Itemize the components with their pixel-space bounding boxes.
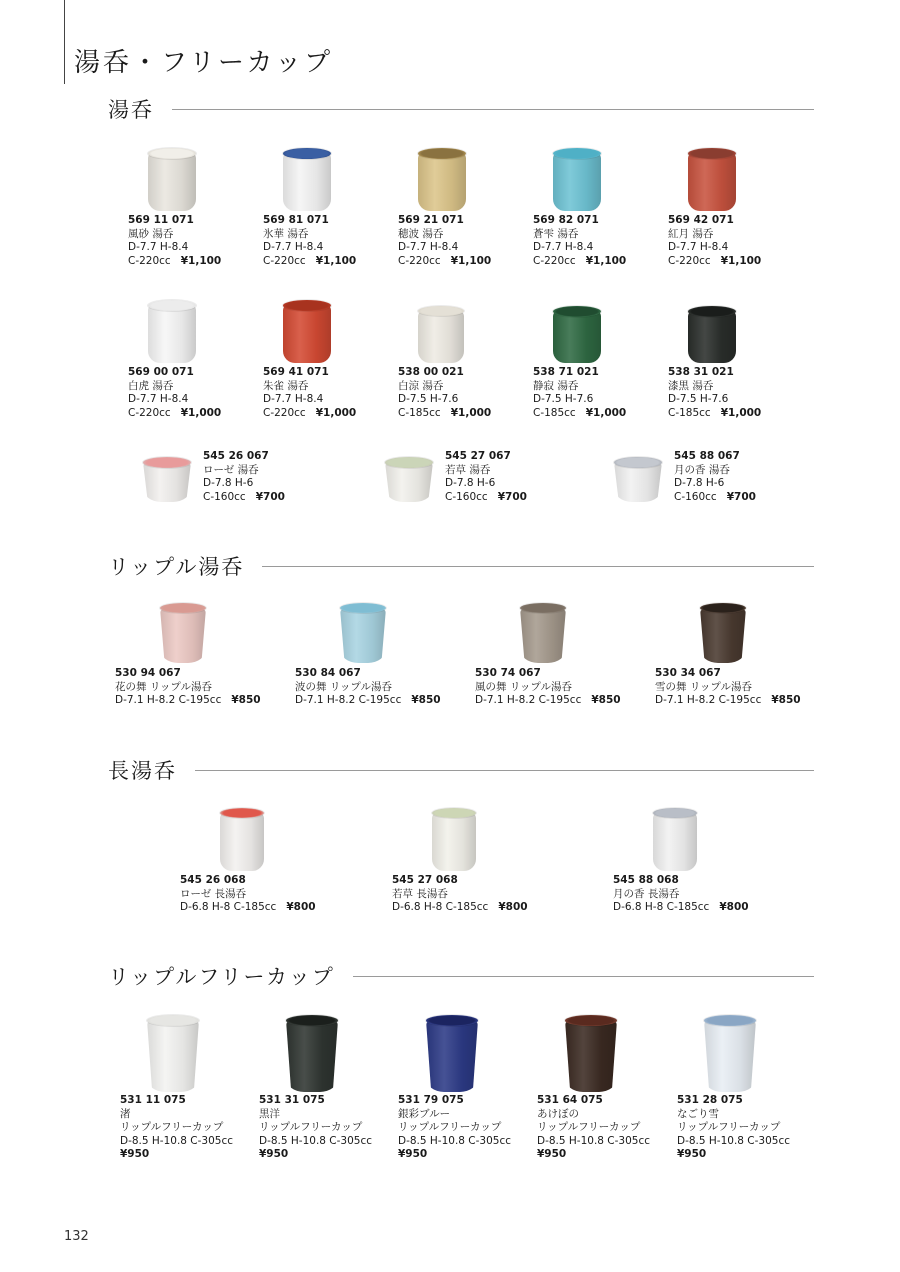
product-capacity: C-220cc bbox=[263, 406, 306, 419]
cup-image bbox=[553, 153, 601, 211]
cup-image bbox=[143, 462, 191, 502]
product-price: ¥950 bbox=[120, 1148, 150, 1161]
product-dimensions: D-7.5 H-7.6 bbox=[398, 393, 459, 406]
product-info bbox=[674, 450, 756, 504]
product-capacity: C-220cc bbox=[533, 254, 576, 267]
product-price: ¥700 bbox=[726, 490, 756, 503]
product-name: 氷華 湯呑 bbox=[263, 227, 309, 240]
cup-image bbox=[565, 1020, 617, 1092]
product-name: 朱雀 湯呑 bbox=[263, 379, 309, 392]
product-price: ¥1,000 bbox=[450, 406, 492, 419]
product-code: 530 74 067 bbox=[475, 667, 541, 679]
product-price: ¥1,000 bbox=[720, 406, 762, 419]
product-price: ¥950 bbox=[259, 1148, 289, 1161]
product-name: 穂波 湯呑 bbox=[398, 227, 444, 240]
product-code: 569 21 071 bbox=[398, 214, 464, 226]
product-name: 黒洋 bbox=[259, 1107, 280, 1120]
product-spec: D-6.8 H-8 C-185cc bbox=[392, 901, 489, 914]
product-spec: D-8.5 H-10.8 C-305cc bbox=[677, 1134, 791, 1147]
product-info bbox=[295, 667, 441, 708]
page-title: 湯呑・フリーカップ bbox=[74, 48, 334, 78]
product-dimensions: D-7.8 H-6 bbox=[674, 477, 725, 490]
product-dimensions: D-7.8 H-6 bbox=[203, 477, 254, 490]
product-code: 545 27 067 bbox=[445, 450, 511, 462]
product-dimensions: D-7.7 H-8.4 bbox=[263, 393, 324, 406]
product-spec-price bbox=[180, 901, 316, 915]
cup-image bbox=[286, 1020, 338, 1092]
product-price: ¥800 bbox=[286, 901, 316, 914]
product-name: なごり雪 bbox=[677, 1107, 719, 1120]
cup-image bbox=[283, 153, 331, 211]
section-header-ripple-free-cup bbox=[108, 961, 814, 991]
product-info bbox=[263, 214, 356, 268]
product-code: 538 31 021 bbox=[668, 366, 734, 378]
product-spec-price bbox=[674, 491, 756, 505]
product-spec-price bbox=[668, 255, 761, 269]
product-info bbox=[533, 214, 626, 268]
product-price: ¥950 bbox=[398, 1148, 428, 1161]
product-spec: D-8.5 H-10.8 C-305cc bbox=[120, 1134, 234, 1147]
product-spec-price bbox=[533, 407, 626, 421]
page-edge-line bbox=[64, 0, 65, 84]
product-info bbox=[180, 874, 316, 915]
product-price: ¥700 bbox=[497, 490, 527, 503]
product-code: 569 11 071 bbox=[128, 214, 194, 226]
product-name: ローゼ 長湯呑 bbox=[180, 887, 247, 900]
product-info bbox=[259, 1094, 372, 1162]
product-price: ¥1,000 bbox=[180, 406, 222, 419]
product-name: あけぼの bbox=[537, 1107, 579, 1120]
product-dimensions: D-7.8 H-6 bbox=[445, 477, 496, 490]
cup-image bbox=[614, 462, 662, 502]
product-info bbox=[677, 1094, 790, 1162]
product-code: 531 28 075 bbox=[677, 1094, 743, 1106]
product-spec: D-8.5 H-10.8 C-305cc bbox=[259, 1134, 373, 1147]
product-name: 花の舞 リップル湯呑 bbox=[115, 680, 212, 693]
product-info bbox=[263, 366, 356, 420]
cup-image bbox=[418, 311, 464, 363]
product-spec-price bbox=[445, 491, 527, 505]
product-spec: D-6.8 H-8 C-185cc bbox=[180, 901, 277, 914]
product-spec-price bbox=[398, 407, 491, 421]
product-capacity: C-220cc bbox=[128, 254, 171, 267]
product-name: 若草 湯呑 bbox=[445, 463, 491, 476]
product-price: ¥1,100 bbox=[180, 254, 222, 267]
product-spec-price bbox=[668, 407, 761, 421]
product-info bbox=[115, 667, 261, 708]
cup-image bbox=[148, 305, 196, 363]
product-price: ¥800 bbox=[498, 901, 528, 914]
product-capacity: C-185cc bbox=[398, 406, 441, 419]
product-code: 538 71 021 bbox=[533, 366, 599, 378]
product-info bbox=[128, 214, 221, 268]
product-type: リップルフリーカップ bbox=[677, 1121, 781, 1134]
product-code: 569 41 071 bbox=[263, 366, 329, 378]
product-info bbox=[392, 874, 528, 915]
product-spec: D-7.1 H-8.2 C-195cc bbox=[295, 694, 402, 707]
product-info bbox=[203, 450, 285, 504]
product-name: 蒼雫 湯呑 bbox=[533, 227, 579, 240]
product-price: ¥850 bbox=[771, 694, 801, 707]
cup-image bbox=[147, 1020, 199, 1092]
product-info bbox=[668, 366, 761, 420]
cup-image bbox=[340, 608, 386, 663]
product-name: 若草 長湯呑 bbox=[392, 887, 448, 900]
cup-image bbox=[220, 813, 264, 871]
product-dimensions: D-7.7 H-8.4 bbox=[263, 241, 324, 254]
product-spec: D-7.1 H-8.2 C-195cc bbox=[115, 694, 222, 707]
product-info bbox=[668, 214, 761, 268]
product-capacity: C-185cc bbox=[668, 406, 711, 419]
product-name: 波の舞 リップル湯呑 bbox=[295, 680, 392, 693]
product-name: 月の香 湯呑 bbox=[674, 463, 730, 476]
section-title: 長湯呑 bbox=[108, 759, 177, 783]
product-code: 569 81 071 bbox=[263, 214, 329, 226]
cup-image bbox=[385, 462, 433, 502]
product-dimensions: D-7.7 H-8.4 bbox=[128, 241, 189, 254]
cup-image bbox=[426, 1020, 478, 1092]
product-info bbox=[613, 874, 749, 915]
product-price: ¥950 bbox=[537, 1148, 567, 1161]
product-name: 漆黒 湯呑 bbox=[668, 379, 714, 392]
product-code: 569 82 071 bbox=[533, 214, 599, 226]
product-capacity: C-185cc bbox=[533, 406, 576, 419]
product-capacity: C-160cc bbox=[203, 490, 246, 503]
product-type: リップルフリーカップ bbox=[259, 1121, 363, 1134]
product-capacity: C-220cc bbox=[263, 254, 306, 267]
product-price: ¥700 bbox=[255, 490, 285, 503]
section-rule bbox=[353, 976, 814, 977]
cup-image bbox=[700, 608, 746, 663]
product-info bbox=[128, 366, 221, 420]
product-spec-price bbox=[128, 407, 221, 421]
product-dimensions: D-7.7 H-8.4 bbox=[668, 241, 729, 254]
product-spec: D-6.8 H-8 C-185cc bbox=[613, 901, 710, 914]
product-info bbox=[398, 1094, 511, 1162]
product-name: 紅月 湯呑 bbox=[668, 227, 714, 240]
product-type: リップルフリーカップ bbox=[537, 1121, 641, 1134]
product-name: 白虎 湯呑 bbox=[128, 379, 174, 392]
product-name: 月の香 長湯呑 bbox=[613, 887, 680, 900]
product-price: ¥1,000 bbox=[315, 406, 357, 419]
page-number: 132 bbox=[64, 1229, 89, 1244]
cup-image bbox=[704, 1020, 756, 1092]
cup-image bbox=[283, 305, 331, 363]
cup-image bbox=[653, 813, 697, 871]
cup-image bbox=[520, 608, 566, 663]
product-dimensions: D-7.5 H-7.6 bbox=[533, 393, 594, 406]
product-info bbox=[655, 667, 801, 708]
product-spec-price bbox=[475, 694, 621, 708]
product-code: 545 88 067 bbox=[674, 450, 740, 462]
product-price: ¥850 bbox=[411, 694, 441, 707]
product-spec-price bbox=[128, 255, 221, 269]
product-price: ¥950 bbox=[677, 1148, 707, 1161]
product-code: 530 34 067 bbox=[655, 667, 721, 679]
product-price: ¥850 bbox=[231, 694, 261, 707]
product-name: 雪の舞 リップル湯呑 bbox=[655, 680, 752, 693]
product-capacity: C-220cc bbox=[128, 406, 171, 419]
product-spec-price bbox=[392, 901, 528, 915]
product-price: ¥850 bbox=[591, 694, 621, 707]
cup-image bbox=[432, 813, 476, 871]
product-price: ¥1,100 bbox=[720, 254, 762, 267]
section-title: リップル湯呑 bbox=[108, 555, 245, 579]
product-price: ¥1,000 bbox=[585, 406, 627, 419]
product-dimensions: D-7.7 H-8.4 bbox=[128, 393, 189, 406]
section-title: 湯呑 bbox=[108, 98, 154, 122]
product-code: 545 88 068 bbox=[613, 874, 679, 886]
product-info bbox=[475, 667, 621, 708]
product-spec-price bbox=[655, 694, 801, 708]
product-type: リップルフリーカップ bbox=[398, 1121, 502, 1134]
product-spec: D-8.5 H-10.8 C-305cc bbox=[398, 1134, 512, 1147]
product-code: 538 00 021 bbox=[398, 366, 464, 378]
section-header-yunomi bbox=[108, 94, 814, 124]
product-info bbox=[398, 214, 491, 268]
product-price: ¥800 bbox=[719, 901, 749, 914]
product-info bbox=[120, 1094, 233, 1162]
product-spec-price bbox=[263, 407, 356, 421]
product-spec: D-7.1 H-8.2 C-195cc bbox=[655, 694, 762, 707]
section-rule bbox=[195, 770, 814, 771]
product-name: 静寂 湯呑 bbox=[533, 379, 579, 392]
product-info bbox=[398, 366, 491, 420]
product-spec-price bbox=[203, 491, 285, 505]
product-code: 531 31 075 bbox=[259, 1094, 325, 1106]
section-rule bbox=[172, 109, 814, 110]
product-spec-price bbox=[613, 901, 749, 915]
product-capacity: C-160cc bbox=[674, 490, 717, 503]
product-price: ¥1,100 bbox=[585, 254, 627, 267]
product-name: 銀彩ブルー bbox=[398, 1107, 451, 1120]
product-code: 545 27 068 bbox=[392, 874, 458, 886]
product-spec-price bbox=[533, 255, 626, 269]
product-spec-price bbox=[295, 694, 441, 708]
product-dimensions: D-7.7 H-8.4 bbox=[398, 241, 459, 254]
cup-image bbox=[148, 153, 196, 211]
product-dimensions: D-7.7 H-8.4 bbox=[533, 241, 594, 254]
product-info bbox=[533, 366, 626, 420]
section-header-naga-yunomi bbox=[108, 755, 814, 785]
product-name: 渚 bbox=[120, 1107, 131, 1120]
product-name: 白涼 湯呑 bbox=[398, 379, 444, 392]
product-capacity: C-220cc bbox=[398, 254, 441, 267]
product-dimensions: D-7.5 H-7.6 bbox=[668, 393, 729, 406]
product-code: 531 79 075 bbox=[398, 1094, 464, 1106]
section-header-ripple-yunomi bbox=[108, 551, 814, 581]
product-code: 530 94 067 bbox=[115, 667, 181, 679]
product-capacity: C-160cc bbox=[445, 490, 488, 503]
product-name: 風砂 湯呑 bbox=[128, 227, 174, 240]
cup-image bbox=[688, 153, 736, 211]
product-code: 530 84 067 bbox=[295, 667, 361, 679]
product-info bbox=[537, 1094, 650, 1162]
product-price: ¥1,100 bbox=[315, 254, 357, 267]
product-code: 545 26 068 bbox=[180, 874, 246, 886]
section-rule bbox=[262, 566, 814, 567]
product-type: リップルフリーカップ bbox=[120, 1121, 224, 1134]
product-price: ¥1,100 bbox=[450, 254, 492, 267]
product-code: 531 64 075 bbox=[537, 1094, 603, 1106]
product-spec: D-7.1 H-8.2 C-195cc bbox=[475, 694, 582, 707]
product-code: 531 11 075 bbox=[120, 1094, 186, 1106]
product-code: 569 42 071 bbox=[668, 214, 734, 226]
product-spec-price bbox=[263, 255, 356, 269]
cup-image bbox=[553, 311, 601, 363]
product-code: 569 00 071 bbox=[128, 366, 194, 378]
cup-image bbox=[688, 311, 736, 363]
product-spec-price bbox=[398, 255, 491, 269]
product-info bbox=[445, 450, 527, 504]
product-code: 545 26 067 bbox=[203, 450, 269, 462]
cup-image bbox=[160, 608, 206, 663]
product-name: ローゼ 湯呑 bbox=[203, 463, 259, 476]
product-name: 風の舞 リップル湯呑 bbox=[475, 680, 572, 693]
section-title: リップルフリーカップ bbox=[108, 965, 335, 989]
product-capacity: C-220cc bbox=[668, 254, 711, 267]
product-spec-price bbox=[115, 694, 261, 708]
cup-image bbox=[418, 153, 466, 211]
product-spec: D-8.5 H-10.8 C-305cc bbox=[537, 1134, 651, 1147]
